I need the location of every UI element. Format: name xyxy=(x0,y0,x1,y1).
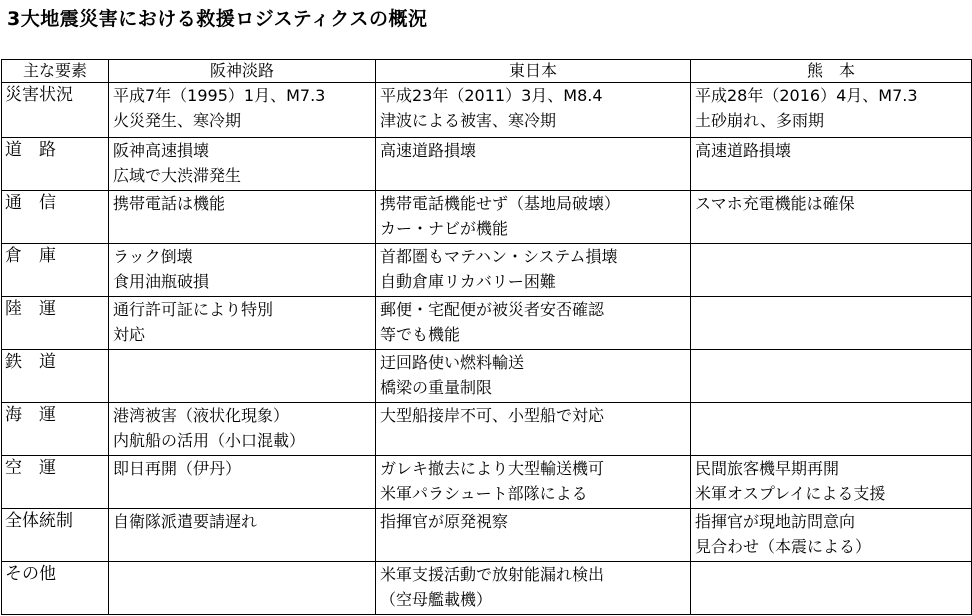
table-cell xyxy=(376,403,691,456)
logistics-table xyxy=(1,59,972,615)
table-cell xyxy=(109,456,376,509)
table-cell xyxy=(109,350,376,403)
cell-line: 高速道路損壊 xyxy=(695,141,792,160)
table-cell xyxy=(109,509,376,562)
table-row xyxy=(2,456,972,509)
cell-line: ガレキ撤去により大型輸送機可 xyxy=(380,459,605,478)
cell-line: 米軍オスプレイによる支援 xyxy=(695,484,886,503)
column-header-kumamoto: 熊 本 xyxy=(691,60,972,83)
table-cell xyxy=(376,244,691,297)
cell-line: 内航船の活用（小口混載） xyxy=(113,431,306,450)
table-cell xyxy=(691,138,972,191)
cell-line: 津波による被害、寒冷期 xyxy=(380,111,557,130)
cell-line: 携帯電話機能せず（基地局破壊） xyxy=(380,194,621,213)
cell-line: 携帯電話は機能 xyxy=(113,194,226,213)
cell-line: 平成28年（2016）4月、M7.3 xyxy=(695,86,918,105)
cell-line: 自動倉庫リカバリー困難 xyxy=(380,272,556,291)
cell-line: 大型船接岸不可、小型船で対応 xyxy=(380,406,605,425)
cell-line: 米軍パラシュート部隊による xyxy=(380,484,588,503)
cell-line: カー・ナビが機能 xyxy=(380,219,509,238)
table-cell xyxy=(376,562,691,615)
table-cell xyxy=(691,83,972,138)
table-row xyxy=(2,562,972,615)
cell-line: 通行許可証により特別 xyxy=(113,300,274,319)
cell-line: 火災発生、寒冷期 xyxy=(113,111,242,130)
table-cell xyxy=(109,403,376,456)
table-cell xyxy=(109,138,376,191)
table-cell xyxy=(376,83,691,138)
table-body xyxy=(2,83,972,615)
row-header: 全体統制 xyxy=(2,509,109,562)
table-cell xyxy=(109,297,376,350)
cell-line: ラック倒壊 xyxy=(113,247,193,266)
cell-line: 土砂崩れ、多雨期 xyxy=(695,111,824,130)
cell-line: 指揮官が現地訪問意向 xyxy=(695,512,856,531)
table-row xyxy=(2,191,972,244)
table-cell xyxy=(691,403,972,456)
cell-line: 見合わせ（本震による） xyxy=(695,537,872,556)
header-row xyxy=(2,60,972,83)
cell-line: 米軍支援活動で放射能漏れ検出 xyxy=(380,565,605,584)
cell-line: 等でも機能 xyxy=(380,325,461,344)
table-cell xyxy=(109,191,376,244)
table-row xyxy=(2,244,972,297)
document-title: 3大地震災害における救援ロジスティクスの概況 xyxy=(7,8,428,30)
table-cell xyxy=(691,297,972,350)
row-header: 鉄 道 xyxy=(2,350,109,403)
column-header-hanshin: 阪神淡路 xyxy=(109,60,376,83)
row-header: 空 運 xyxy=(2,456,109,509)
table-cell xyxy=(109,562,376,615)
table-row xyxy=(2,509,972,562)
cell-line: 自衛隊派遣要請遅れ xyxy=(113,512,258,531)
row-header: 道 路 xyxy=(2,138,109,191)
cell-line: スマホ充電機能は確保 xyxy=(695,194,855,213)
cell-line: 高速道路損壊 xyxy=(380,141,477,160)
table-cell xyxy=(376,138,691,191)
table-row xyxy=(2,83,972,138)
row-header: 通 信 xyxy=(2,191,109,244)
cell-line: 郵便・宅配便が被災者安否確認 xyxy=(380,300,605,319)
cell-line: 阪神高速損壊 xyxy=(113,141,210,160)
table-row xyxy=(2,350,972,403)
table-cell xyxy=(109,244,376,297)
row-header: 災害状況 xyxy=(2,83,109,138)
cell-line: 即日再開（伊丹） xyxy=(113,459,242,478)
table-row xyxy=(2,297,972,350)
table-cell xyxy=(376,350,691,403)
table-cell xyxy=(691,191,972,244)
table-row xyxy=(2,403,972,456)
row-header: 陸 運 xyxy=(2,297,109,350)
row-header: 倉 庫 xyxy=(2,244,109,297)
table-cell xyxy=(376,297,691,350)
column-header-higashi-nihon: 東日本 xyxy=(376,60,691,83)
table-cell xyxy=(376,191,691,244)
table-cell xyxy=(376,456,691,509)
cell-line: 広域で大渋滞発生 xyxy=(113,166,242,185)
table-cell xyxy=(691,456,972,509)
cell-line: （空母艦載機） xyxy=(380,590,493,609)
table-row xyxy=(2,138,972,191)
cell-line: 首都圏もマテハン・システム損壊 xyxy=(380,247,618,266)
cell-line: 民間旅客機早期再開 xyxy=(695,459,840,478)
row-header: その他 xyxy=(2,562,109,615)
column-header-element: 主な要素 xyxy=(2,60,109,83)
row-header: 海 運 xyxy=(2,403,109,456)
cell-line: 橋梁の重量制限 xyxy=(380,378,493,397)
table-cell xyxy=(109,83,376,138)
cell-line: 指揮官が原発視察 xyxy=(380,512,509,531)
table-cell xyxy=(691,350,972,403)
table-cell xyxy=(691,244,972,297)
table-cell xyxy=(691,509,972,562)
cell-line: 平成23年（2011）3月、M8.4 xyxy=(380,86,603,105)
cell-line: 港湾被害（液状化現象） xyxy=(113,406,290,425)
cell-line: 対応 xyxy=(113,325,146,344)
table-cell xyxy=(691,562,972,615)
table-cell xyxy=(376,509,691,562)
cell-line: 平成7年（1995）1月、M7.3 xyxy=(113,86,326,105)
cell-line: 迂回路使い燃料輸送 xyxy=(380,353,525,372)
cell-line: 食用油瓶破損 xyxy=(113,272,210,291)
